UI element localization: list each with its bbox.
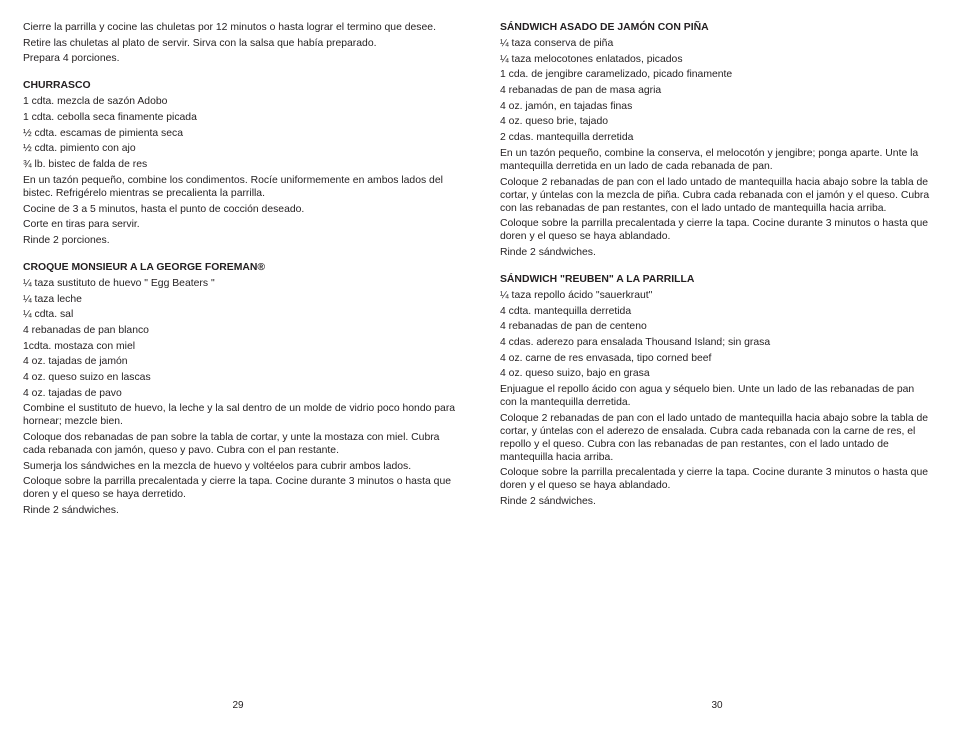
recipe-yield: Rinde 2 sándwiches. (23, 505, 119, 517)
ingredient-line: 4 oz. jamón, en tajadas finas (500, 100, 633, 112)
ingredient-line: 4 oz. tajadas de jamón (23, 356, 128, 368)
ingredient-line: 1 cda. de jengibre caramelizado, picado finamente (500, 69, 733, 81)
ingredient-line: 2 cdas. mantequilla derretida (500, 132, 634, 144)
recipe-title-reuben: SÁNDWICH "REUBEN" A LA PARRILLA (500, 273, 695, 285)
instruction-step: Coloque sobre la parrilla precalentada y cierre la tapa. Cocine durante 3 minutos o hasta que doren y el queso se haya ablandado. (500, 218, 929, 243)
ingredient-line: 1 cdta. cebolla seca finamente picada (23, 112, 197, 124)
recipe-yield: Rinde 2 sándwiches. (500, 246, 596, 258)
page-number: 29 (232, 700, 244, 711)
ingredient-line: 4 oz. queso brie, tajado (500, 116, 609, 128)
ingredient-line: ½ cdta. pimiento con ajo (23, 143, 136, 155)
instruction-step: Coloque 2 rebanadas de pan con el lado untado de mantequilla hacia abajo sobre la tabla de cortar, y úntelas con la mezcla de piña. Cubra cada rebanada con el jamón y el queso. Cubra con las rebanadas de pan restantes, con el lado untado de mantequilla hacia arriba. (500, 176, 930, 214)
instruction-step: En un tazón pequeño, combine la conserva, el melocotón y jengibre; ponga aparte. Unte la mantequilla derretida en un lado de cada rebanada de pan. (500, 147, 919, 172)
recipe-yield: Rinde 2 sándwiches. (500, 496, 596, 508)
recipe-title-croque-monsieur: CROQUE MONSIEUR A LA GEORGE FOREMAN® (23, 261, 266, 273)
instruction-step: Corte en tiras para servir. (23, 219, 140, 231)
ingredient-line: 4 oz. queso suizo en lascas (23, 372, 151, 383)
instruction-step: Coloque 2 rebanadas de pan con el lado untado de mantequilla hacia abajo sobre la tabla de cortar, y úntelas con el aderezo de ensalada. Cubra cada rebanada con la carne de res, el repollo y el queso. Cubra con las rebanadas de pan restantes, con el lado untado de mantequilla hacia arriba. (500, 412, 929, 463)
instruction-step: Coloque sobre la parrilla precalentada y cierre la tapa. Cocine durante 3 minutos o hasta que doren y el queso se haya derretido. (23, 476, 452, 501)
page-content (500, 21, 930, 511)
ingredient-line: ¼ taza repollo ácido "sauerkraut" (500, 289, 653, 301)
ingredient-line: 1 cdta. mezcla de sazón Adobo (23, 96, 168, 108)
page-30 (477, 0, 954, 738)
recipe-title-jamon-pina: SÁNDWICH ASADO DE JAMÓN CON PIÑA (500, 22, 709, 33)
instruction-step: Cocine de 3 a 5 minutos, hasta el punto de cocción deseado. (23, 203, 305, 215)
recipe-yield: Rinde 2 porciones. (23, 234, 110, 246)
ingredient-line: ¼ taza leche (23, 293, 82, 305)
ingredient-line: 1cdta. mostaza con miel (23, 340, 136, 352)
ingredient-line: ¼ cdta. sal (23, 309, 74, 321)
page-content (23, 21, 463, 520)
instruction-step: Coloque sobre la parrilla precalentada y cierre la tapa. Cocine durante 3 minutos o hasta que doren y el queso se haya ablandado. (500, 467, 929, 492)
ingredient-line: 4 rebanadas de pan de masa agria (500, 85, 662, 97)
ingredient-line: 4 rebanadas de pan blanco (23, 324, 149, 336)
recipe-title-churrasco: CHURRASCO (23, 80, 91, 92)
instruction-step: En un tazón pequeño, combine los condimentos. Rocíe uniformemente en ambos lados del bistec. Refrigérelo mientras se precalienta la parrilla. (23, 174, 443, 199)
ingredient-line: 4 oz. carne de res envasada, tipo corned beef (500, 352, 712, 364)
ingredient-line: ½ cdta. escamas de pimienta seca (23, 127, 183, 139)
intro-step: Cierre la parrilla y cocine las chuletas por 12 minutos o hasta lograr el termino que desee. (23, 22, 436, 33)
instruction-step: Combine el sustituto de huevo, la leche y la sal dentro de un molde de vidrio poco hondo para hornear; mezcle bien. (23, 403, 456, 428)
ingredient-line: ¼ taza conserva de piña (500, 38, 614, 49)
ingredient-line: 4 oz. queso suizo, bajo en grasa (500, 368, 650, 380)
intro-yield: Prepara 4 porciones. (23, 53, 120, 65)
intro-step: Retire las chuletas al plato de servir. Sirva con la salsa que había preparado. (23, 37, 377, 49)
instruction-step: Coloque dos rebanadas de pan sobre la tabla de cortar, y unte la mostaza con miel. Cubra cada rebanada con jamón, queso y pavo. Cubra con el pan restante. (23, 432, 440, 457)
ingredient-line: 4 oz. tajadas de pavo (23, 387, 122, 399)
ingredient-line: ¼ taza melocotones enlatados, picados (500, 53, 683, 65)
ingredient-line: 4 rebanadas de pan de centeno (500, 321, 647, 333)
instruction-step: Sumerja los sándwiches en la mezcla de huevo y voltéelos para cubrir ambos lados. (23, 460, 412, 472)
ingredient-line: ¾ lb. bistec de falda de res (23, 159, 148, 171)
ingredient-line: 4 cdta. mantequilla derretida (500, 305, 632, 317)
ingredient-line: 4 cdas. aderezo para ensalada Thousand Island; sin grasa (500, 336, 771, 348)
instruction-step: Enjuague el repollo ácido con agua y séquelo bien. Unte un lado de las rebanadas de pan con la mantequilla derretida. (500, 384, 915, 408)
page-number: 30 (711, 700, 723, 711)
ingredient-line: ¼ taza sustituto de huevo " Egg Beaters " (23, 277, 215, 289)
